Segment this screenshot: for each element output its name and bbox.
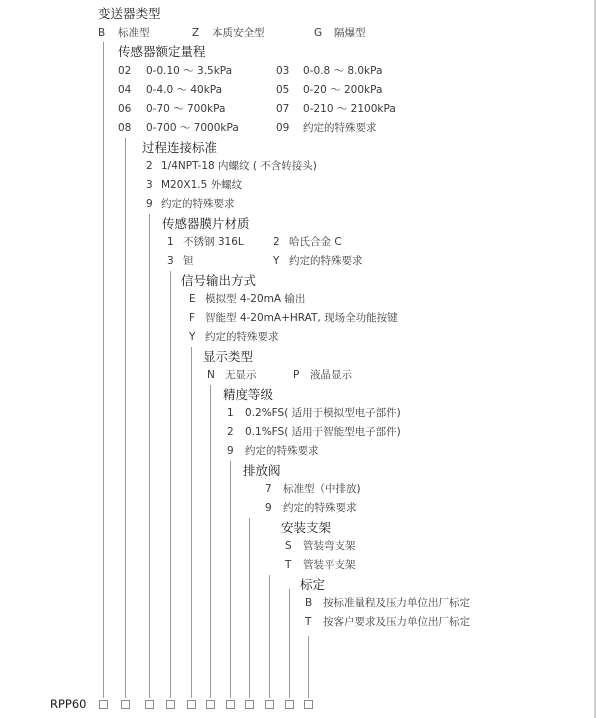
section-title-calibration: 标定 (300, 577, 326, 592)
connector-line (149, 214, 150, 698)
option-desc: 模拟型 4-20mA 输出 (205, 293, 306, 305)
option-code: B (305, 597, 313, 609)
option-code: 3 (146, 179, 153, 191)
section-title-accuracy-class: 精度等级 (223, 387, 274, 402)
option-code: 08 (118, 122, 132, 134)
section-title-diaphragm-material: 传感器膜片材质 (162, 216, 250, 231)
option-desc: 0-0.8 ～ 8.0kPa (303, 65, 383, 77)
option-code: 7 (265, 483, 272, 495)
option-code: 1 (227, 407, 234, 419)
option-desc: 不锈钢 316L (183, 236, 244, 248)
option-desc: 0-20 ～ 200kPa (303, 84, 383, 96)
code-box-sensor-range (121, 700, 130, 709)
code-box-display-type (206, 700, 215, 709)
option-code: N (207, 369, 215, 381)
connector-line (103, 42, 104, 698)
option-desc: 隔爆型 (334, 27, 366, 39)
section-title-signal-output: 信号输出方式 (181, 273, 257, 288)
section-title-drain-valve: 排放阀 (243, 463, 281, 478)
option-desc: 0-210 ～ 2100kPa (303, 103, 396, 115)
option-desc: M20X1.5 外螺纹 (161, 179, 243, 191)
option-code: S (285, 540, 292, 552)
model-code: RPP60 (50, 697, 87, 711)
option-desc: 钽 (183, 255, 194, 267)
option-code: Z (192, 27, 200, 39)
code-box-signal-output (187, 700, 196, 709)
code-box-mounting-extra (285, 700, 294, 709)
option-code: 2 (146, 160, 153, 172)
option-code: 1 (167, 236, 174, 248)
option-desc: 约定的特殊要求 (283, 502, 357, 514)
option-code: 06 (118, 103, 132, 115)
option-code: 9 (227, 445, 234, 457)
code-box-mounting-bracket (265, 700, 274, 709)
option-desc: 0-700 ～ 7000kPa (146, 122, 239, 134)
option-desc: 0-0.10 ～ 3.5kPa (146, 65, 233, 77)
code-box-transmitter-type (99, 700, 108, 709)
option-code: F (189, 312, 196, 324)
option-desc: 液晶显示 (310, 369, 352, 381)
connector-line (210, 385, 211, 698)
code-box-process-connection (145, 700, 154, 709)
option-code: 03 (276, 65, 290, 77)
option-desc: 无显示 (225, 369, 257, 381)
option-desc: 0.2%FS( 适用于模拟型电子部件) (245, 407, 401, 419)
option-desc: 约定的特殊要求 (303, 122, 377, 134)
option-code: 05 (276, 84, 290, 96)
connector-line (191, 347, 192, 698)
option-code: 9 (146, 198, 153, 210)
option-code: P (293, 369, 300, 381)
option-desc: 约定的特殊要求 (289, 255, 363, 267)
option-desc: 管装弯支架 (303, 540, 356, 552)
option-desc: 约定的特殊要求 (245, 445, 319, 457)
option-code: Y (273, 255, 280, 267)
option-code: Y (189, 331, 196, 343)
option-desc: 0-4.0 ～ 40kPa (146, 84, 223, 96)
connector-line (289, 589, 290, 698)
option-code: 09 (276, 122, 290, 134)
option-desc: 哈氏合金 C (289, 236, 342, 248)
section-title-process-connection: 过程连接标准 (142, 140, 218, 155)
option-desc: 标准型（中排放) (283, 483, 361, 495)
code-box-diaphragm-material (166, 700, 175, 709)
code-box-calibration (304, 700, 313, 709)
code-box-drain-valve (245, 700, 254, 709)
option-desc: 本质安全型 (212, 27, 265, 39)
connector-line (230, 461, 231, 698)
option-desc: 约定的特殊要求 (205, 331, 279, 343)
option-code: 2 (273, 236, 280, 248)
option-code: 3 (167, 255, 174, 267)
option-desc: 约定的特殊要求 (161, 198, 235, 210)
section-title-sensor-range: 传感器额定量程 (118, 44, 206, 59)
connector-line (269, 575, 270, 698)
option-code: 2 (227, 426, 234, 438)
option-desc: 标准型 (118, 27, 150, 39)
option-desc: 智能型 4-20mA+HRAT, 现场全功能按键 (205, 312, 398, 324)
option-desc: 管装平支架 (303, 559, 356, 571)
option-desc: 1/4NPT-18 内螺纹 ( 不含转接头) (161, 160, 317, 172)
section-title-transmitter-type: 变送器类型 (98, 6, 161, 21)
option-code: 04 (118, 84, 132, 96)
option-desc: 按标准量程及压力单位出厂标定 (323, 597, 470, 609)
option-code: 9 (265, 502, 272, 514)
option-code: G (314, 27, 323, 39)
option-code: 02 (118, 65, 132, 77)
option-code: 07 (276, 103, 290, 115)
option-code: T (305, 616, 312, 628)
code-box-accuracy-class (226, 700, 235, 709)
connector-line (249, 518, 250, 698)
option-desc: 按客户要求及压力单位出厂标定 (323, 616, 470, 628)
connector-line (308, 636, 309, 698)
option-code: E (189, 293, 196, 305)
option-desc: 0-70 ～ 700kPa (146, 103, 226, 115)
section-title-display-type: 显示类型 (203, 349, 254, 364)
section-title-mounting-bracket: 安装支架 (281, 520, 332, 535)
option-desc: 0.1%FS( 适用于智能型电子部件) (245, 426, 401, 438)
option-code: B (98, 27, 106, 39)
connector-line (125, 138, 126, 698)
option-code: T (285, 559, 292, 571)
connector-line (170, 271, 171, 698)
